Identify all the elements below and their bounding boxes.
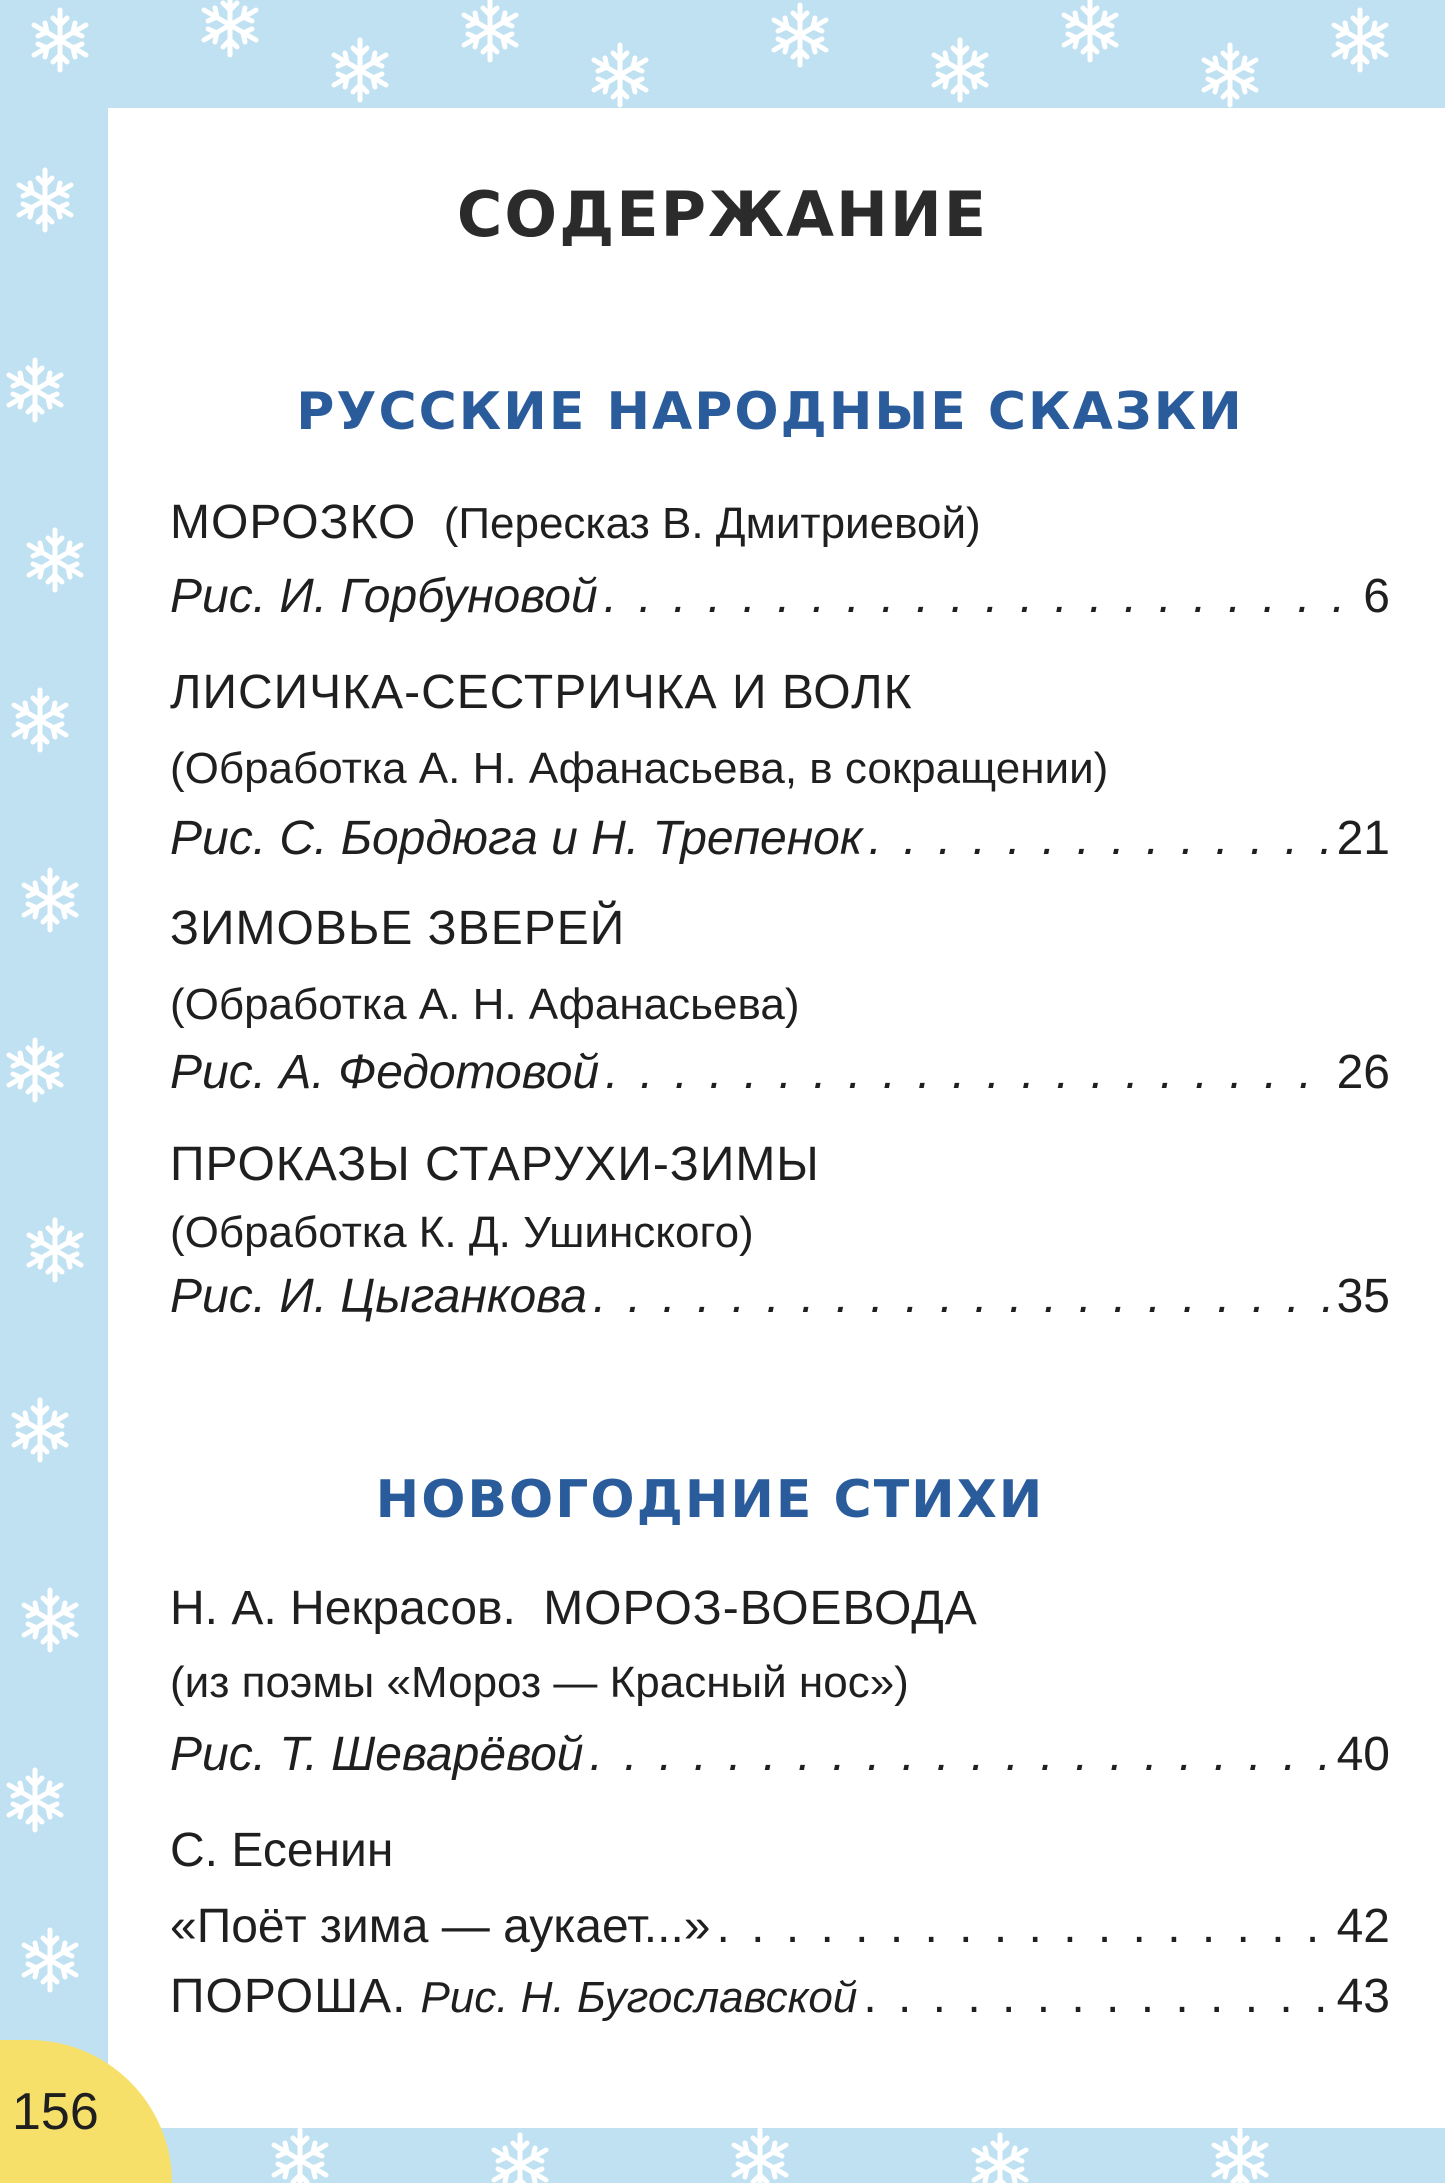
dot-leader — [863, 1968, 1330, 2026]
page-ref: 43 — [1336, 1970, 1390, 2023]
entry-note: (из поэмы «Мороз — Красный нос») — [170, 1658, 909, 1707]
dot-leader — [869, 810, 1331, 868]
toc-row[interactable] — [170, 1268, 1390, 1326]
entry-title: ПОРОША. — [170, 1970, 407, 2023]
toc-row[interactable] — [170, 1968, 1390, 2027]
entry-title: ЗИМОВЬЕ ЗВЕРЕЙ — [170, 902, 626, 955]
entry-author: С. Есенин — [170, 1824, 394, 1877]
entry-note: (Пересказ В. Дмитриевой) — [443, 499, 981, 548]
dot-leader — [589, 1726, 1330, 1784]
toc-entry-title — [170, 1580, 1390, 1638]
entry-title: МОРОЗ-ВОЕВОДА — [543, 1582, 978, 1635]
page-ref: 42 — [1336, 1900, 1390, 1953]
page-ref: 21 — [1336, 812, 1390, 865]
entry-title: МОРОЗКО — [170, 496, 417, 549]
entry-illustrator: Рис. Т. Шеварёвой — [170, 1728, 584, 1781]
entry-illustrator: Рис. С. Бордюга и Н. Трепенок — [170, 812, 863, 865]
page-ref: 26 — [1336, 1046, 1390, 1099]
entry-illustrator: Рис. И. Горбуновой — [170, 570, 598, 623]
toc-row[interactable] — [170, 810, 1390, 868]
dot-leader — [604, 568, 1358, 626]
section-heading-new-year-poems: НОВОГОДНИЕ СТИХИ — [375, 1470, 1045, 1530]
toc-row[interactable] — [170, 1044, 1390, 1102]
dot-leader — [605, 1044, 1330, 1102]
entry-note: (Обработка А. Н. Афанасьева) — [170, 980, 800, 1029]
page-number: 156 — [12, 2083, 99, 2141]
entry-note: (Обработка К. Д. Ушинского) — [170, 1208, 754, 1257]
dot-leader — [716, 1898, 1330, 1956]
page-ref: 35 — [1336, 1270, 1390, 1323]
toc-row[interactable] — [170, 1726, 1390, 1784]
entry-illustrator: Рис. Н. Бугославской — [420, 1973, 858, 2022]
entry-title: «Поёт зима — аукает...» — [170, 1900, 711, 1953]
entry-illustrator: Рис. А. Федотовой — [170, 1046, 600, 1099]
toc-row[interactable] — [170, 1898, 1390, 1956]
entry-title: ЛИСИЧКА-СЕСТРИЧКА И ВОЛК — [170, 666, 913, 719]
entry-illustrator: Рис. И. Цыганкова — [170, 1270, 587, 1323]
entry-note: (Обработка А. Н. Афанасьева, в сокращении) — [170, 744, 1109, 793]
section-heading-russian-tales: РУССКИЕ НАРОДНЫЕ СКАЗКИ — [296, 382, 1244, 442]
entry-author: Н. А. Некрасов. — [170, 1582, 516, 1635]
toc-entry-title — [170, 494, 1390, 553]
page-title: СОДЕРЖАНИЕ — [456, 178, 989, 251]
page-ref: 6 — [1363, 570, 1390, 623]
dot-leader — [593, 1268, 1331, 1326]
toc-row[interactable] — [170, 568, 1390, 626]
page-ref: 40 — [1336, 1728, 1390, 1781]
entry-title: ПРОКАЗЫ СТАРУХИ-ЗИМЫ — [170, 1138, 820, 1191]
